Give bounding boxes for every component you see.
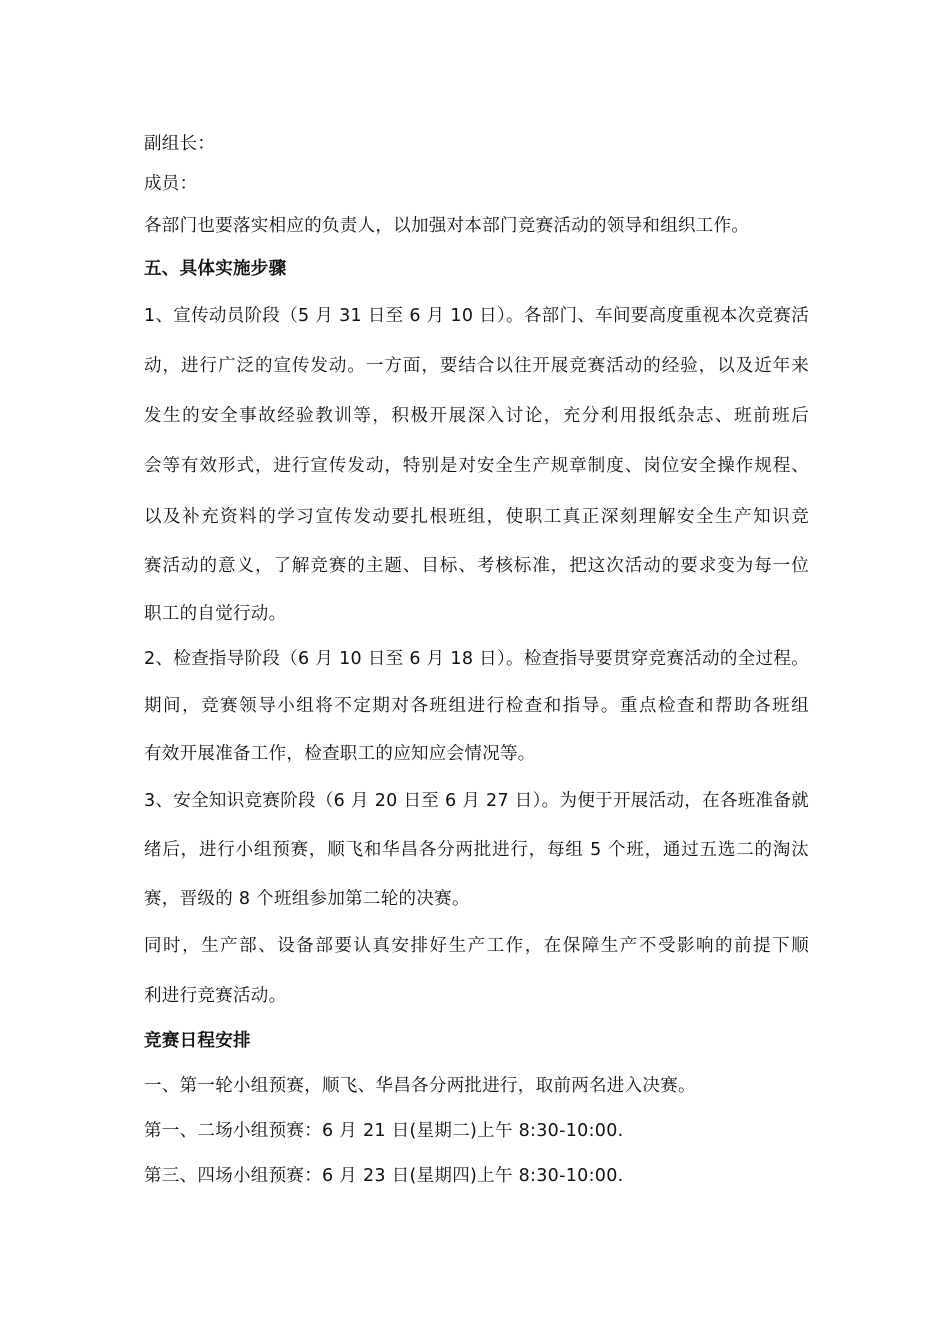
text-line: 1、宣传动员阶段（5 月 31 日至 6 月 10 日）。各部门、车间要高度重视本次竞赛活 bbox=[144, 306, 809, 326]
text-line: 成员： bbox=[144, 174, 198, 194]
text-line: 副组长： bbox=[144, 134, 216, 154]
text-line: 有效开展准备工作，检查职工的应知应会情况等。 bbox=[144, 744, 536, 764]
section-heading: 五、具体实施步骤 bbox=[144, 259, 287, 279]
text-line: 期间，竞赛领导小组将不定期对各班组进行检查和指导。重点检查和帮助各班组 bbox=[144, 696, 809, 716]
text-line: 第一、二场小组预赛：6 月 21 日(星期二)上午 8:30-10:00. bbox=[144, 1121, 624, 1141]
text-line: 第三、四场小组预赛：6 月 23 日(星期四)上午 8:30-10:00. bbox=[144, 1166, 624, 1186]
text-line: 绪后，进行小组预赛，顺飞和华昌各分两批进行，每组 5 个班，通过五选二的淘汰 bbox=[144, 840, 809, 860]
text-line: 2、检查指导阶段（6 月 10 日至 6 月 18 日）。检查指导要贯穿竞赛活动的全过程。 bbox=[144, 649, 809, 669]
text-line: 发生的安全事故经验教训等，积极开展深入讨论，充分利用报纸杂志、班前班后 bbox=[144, 406, 809, 426]
text-line: 赛，晋级的 8 个班组参加第二轮的决赛。 bbox=[144, 889, 470, 909]
text-line: 一、第一轮小组预赛，顺飞、华昌各分两批进行，取前两名进入决赛。 bbox=[144, 1076, 696, 1096]
text-line: 以及补充资料的学习宣传发动要扎根班组，使职工真正深刻理解安全生产知识竞 bbox=[144, 507, 809, 527]
text-line: 3、安全知识竞赛阶段（6 月 20 日至 6 月 27 日）。为便于开展活动，在各班准备就 bbox=[144, 791, 809, 811]
text-line: 动，进行广泛的宣传发动。一方面，要结合以往开展竞赛活动的经验，以及近年来 bbox=[144, 356, 809, 376]
text-line: 各部门也要落实相应的负责人，以加强对本部门竞赛活动的领导和组织工作。 bbox=[144, 216, 750, 236]
text-line: 会等有效形式，进行宣传发动，特别是对安全生产规章制度、岗位安全操作规程、 bbox=[144, 456, 809, 476]
text-line: 同时，生产部、设备部要认真安排好生产工作，在保障生产不受影响的前提下顺 bbox=[144, 936, 809, 956]
text-line: 利进行竞赛活动。 bbox=[144, 986, 287, 1006]
text-line: 职工的自觉行动。 bbox=[144, 604, 287, 624]
text-line: 赛活动的意义，了解竞赛的主题、目标、考核标准，把这次活动的要求变为每一位 bbox=[144, 556, 809, 576]
section-heading: 竞赛日程安排 bbox=[144, 1031, 251, 1051]
